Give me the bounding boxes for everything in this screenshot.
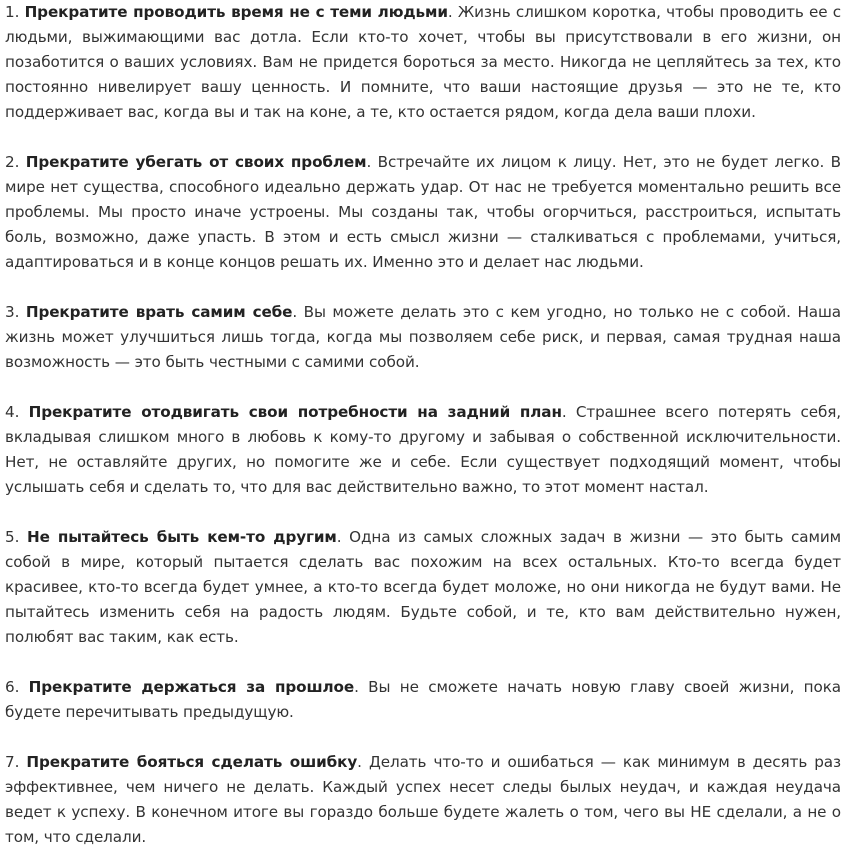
list-item-1 [5, 0, 841, 125]
item-number: 5. [5, 528, 27, 546]
item-text: . Жизнь слишком коротка, чтобы проводить ее с людьми, выжимающими вас дотла. Если кто-то хочет, чтобы вы присутствовали в его жизни, он позаботится о ваших условиях. Вам не придется бороться за место. Никогда не цепляйтесь за тех, кто постоянно нивелирует вашу ценность. И помните, что ваши настоящие друзья — это не те, кто поддерживает вас, когда вы и так на коне, а те, кто остается рядом, когда дела ваши плохи. [5, 3, 841, 121]
item-number: 2. [5, 153, 26, 171]
list-item-5 [5, 525, 841, 650]
item-number: 3. [5, 303, 26, 321]
item-title: Прекратите врать самим себе [25, 303, 293, 321]
item-text: . Делать что-то и ошибаться — как минимум в десять раз эффективнее, чем ничего не делать. Каждый успех несет следы былых неудач, и каждая неудача ведет к успеху. В конечном итоге вы гораздо больше будете жалеть о том, чего вы НЕ сделали, а не о том, что сделали. [5, 753, 841, 846]
list-item-6 [5, 675, 841, 725]
item-number: 1. [5, 3, 25, 21]
item-text: . Одна из самых сложных задач в жизни — это быть самим собой в мире, который пытается сделать вас похожим на всех остальных. Кто-то всегда будет красивее, кто-то всегда будет умнее, а кто-то всегда будет моложе, но они никогда не будут вами. Не пытайтесь изменить себя на радость людям. Будьте собой, и те, кто вам действительно нужен, полюбят вас таким, как есть. [5, 528, 841, 646]
item-text: . Вы можете делать это с кем угодно, но только не с собой. Наша жизнь может улучшиться лишь тогда, когда мы позволяем себе риск, и первая, самая трудная наша возможность — это быть честными с самими собой. [5, 303, 841, 371]
item-text: . Вы не сможете начать новую главу своей жизни, пока будете перечитывать предыдущую. [5, 678, 841, 721]
item-title: Прекратите проводить время не с теми людьми [24, 3, 448, 21]
item-title: Прекратите держаться за прошлое [28, 678, 355, 696]
item-title: Прекратите убегать от своих проблем [25, 153, 367, 171]
item-title: Не пытайтесь быть кем-то другим [26, 528, 337, 546]
item-number: 4. [5, 403, 29, 421]
list-item-7 [5, 750, 841, 850]
item-title: Прекратите бояться сделать ошибку [26, 753, 358, 771]
item-text: . Встречайте их лицом к лицу. Нет, это не будет легко. В мире нет существа, способного идеально держать удар. От нас не требуется моментально решить все проблемы. Мы просто иначе устроены. Мы созданы так, чтобы огорчиться, расстроиться, испытать боль, возможно, даже упасть. В этом и есть смысл жизни — сталкиваться с проблемами, учиться, адаптироваться и в конце концов решать их. Именно это и делает нас людьми. [5, 153, 841, 271]
item-title: Прекратите отодвигать свои потребности на задний план [28, 403, 562, 421]
list-item-3 [5, 300, 841, 375]
item-number: 7. [5, 753, 27, 771]
item-number: 6. [5, 678, 29, 696]
list-item-2 [5, 150, 841, 275]
item-text: . Страшнее всего потерять себя, вкладывая слишком много в любовь к кому-то другому и забывая о собственной исключительности. Нет, не оставляйте других, но помогите же и себе. Если существует подходящий момент, чтобы услышать себя и сделать то, что для вас действительно важно, то этот момент настал. [5, 403, 841, 496]
list-item-4 [5, 400, 841, 500]
